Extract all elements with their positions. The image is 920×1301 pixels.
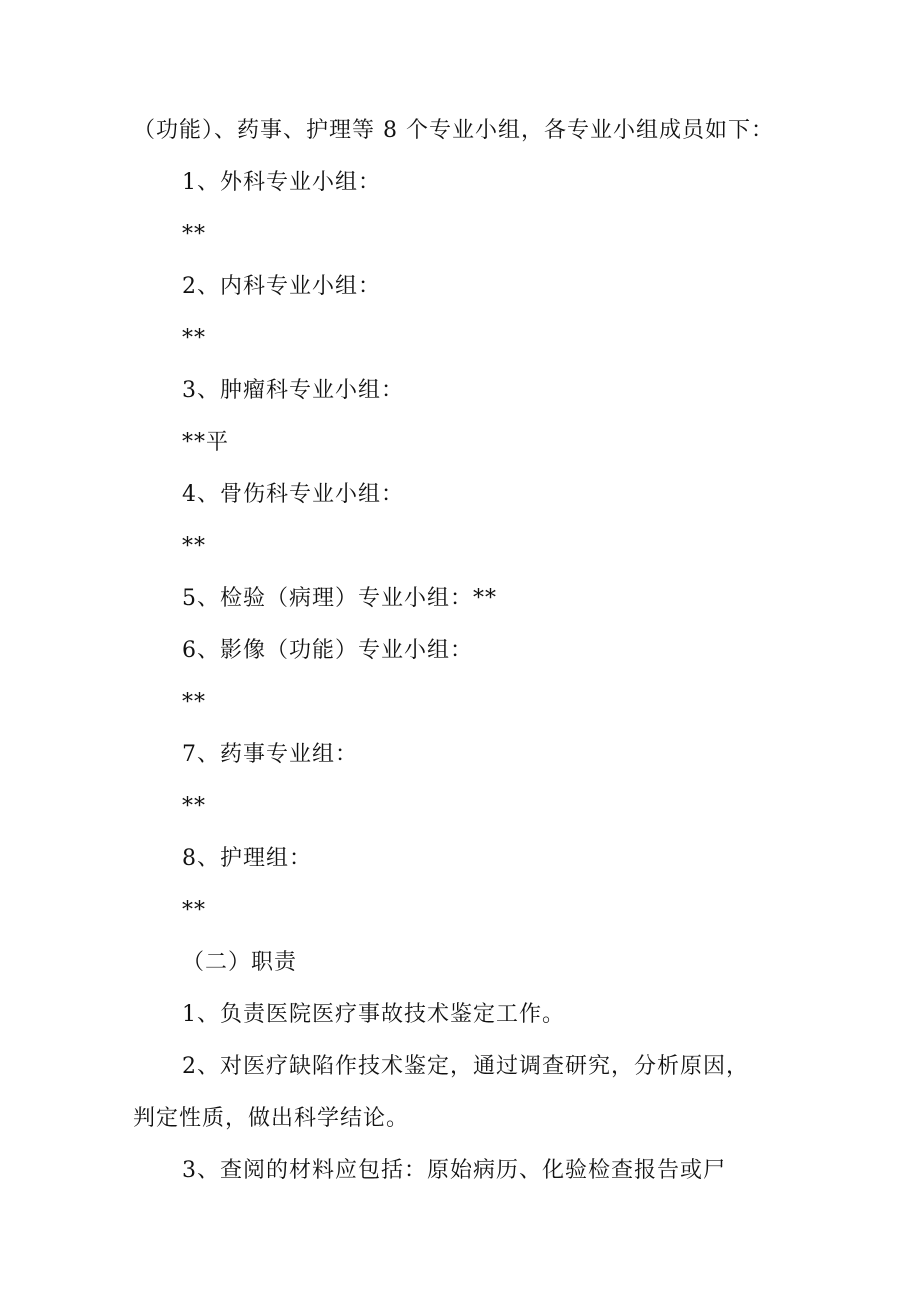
section-heading-duties: （二）职责 [182,950,298,975]
group-8-members: ** [182,898,206,923]
group-4-heading: 4、骨伤科专业小组： [182,482,404,507]
duty-2: 2、对医疗缺陷作技术鉴定，通过调查研究，分析原因， [182,1054,749,1079]
duty-2-continuation: 判定性质，做出科学结论。 [133,1106,410,1131]
group-7-members: ** [182,794,206,819]
group-6-members: ** [182,690,206,715]
duty-1: 1、负责医院医疗事故技术鉴定工作。 [182,1002,565,1027]
group-2-heading: 2、内科专业小组： [182,274,381,299]
group-1-heading: 1、外科专业小组： [182,170,381,195]
duty-3: 3、查阅的材料应包括：原始病历、化验检查报告或尸 [182,1158,726,1183]
group-5-heading: 5、检验（病理）专业小组：** [182,586,497,611]
intro-line: （功能）、药事、护理等 8 个专业小组，各专业小组成员如下： [133,118,774,143]
group-6-heading: 6、影像（功能）专业小组： [182,638,473,663]
group-8-heading: 8、护理组： [182,846,312,871]
group-7-heading: 7、药事专业组： [182,742,358,767]
group-2-members: ** [182,326,206,351]
group-1-members: ** [182,222,206,247]
group-3-members: **平 [182,430,230,455]
group-4-members: ** [182,534,206,559]
group-3-heading: 3、肿瘤科专业小组： [182,378,404,403]
